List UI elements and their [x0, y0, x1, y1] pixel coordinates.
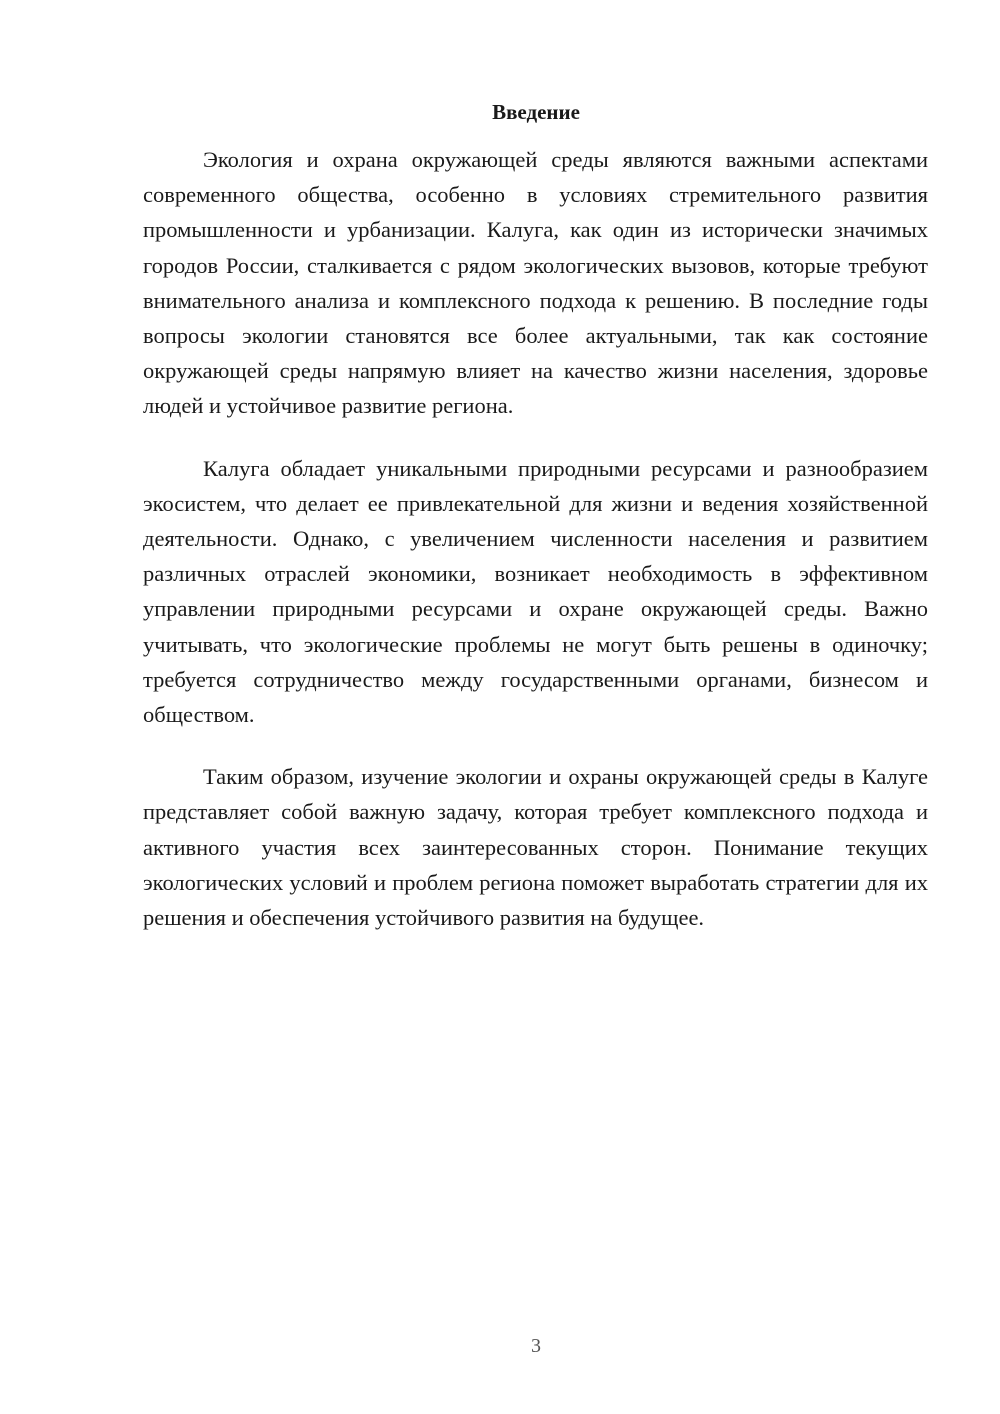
body-text [143, 142, 928, 962]
paragraph-1: Экология и охрана окружающей среды являются важными аспектами современного общества, особенно в условиях стремительного развития промышленности и урбанизации. Калуга, как один из исторически значимых городов России, сталкивается с рядом экологических вызовов, которые требуют внимательного анализа и комплексного подхода к решению. В последние годы вопросы экологии становятся все более актуальными, так как состояние окружающей среды напрямую влияет на качество жизни населения, здоровье людей и устойчивое развитие региона. [143, 147, 928, 419]
page-number: 3 [531, 1335, 541, 1357]
paragraph-3: Таким образом, изучение экологии и охраны окружающей среды в Калуге представляет собой важную задачу, которая требует комплексного подхода и активного участия всех заинтересованных сторон. Понимание текущих экологических условий и проблем региона поможет выработать стратегии для их решения и обеспечения устойчивого развития на будущее. [143, 764, 928, 931]
paragraph-2: Калуга обладает уникальными природными ресурсами и разнообразием экосистем, что делает ее привлекательной для жизни и ведения хозяйственной деятельности. Однако, с увеличением численности населения и развитием различных отраслей экономики, возникает необходимость в эффективном управлении природными ресурсами и охране окружающей среды. Важно учитывать, что экологические проблемы не могут быть решены в одиночку; требуется сотрудничество между государственными органами, бизнесом и обществом. [143, 455, 928, 728]
section-title: Введение [492, 100, 580, 124]
